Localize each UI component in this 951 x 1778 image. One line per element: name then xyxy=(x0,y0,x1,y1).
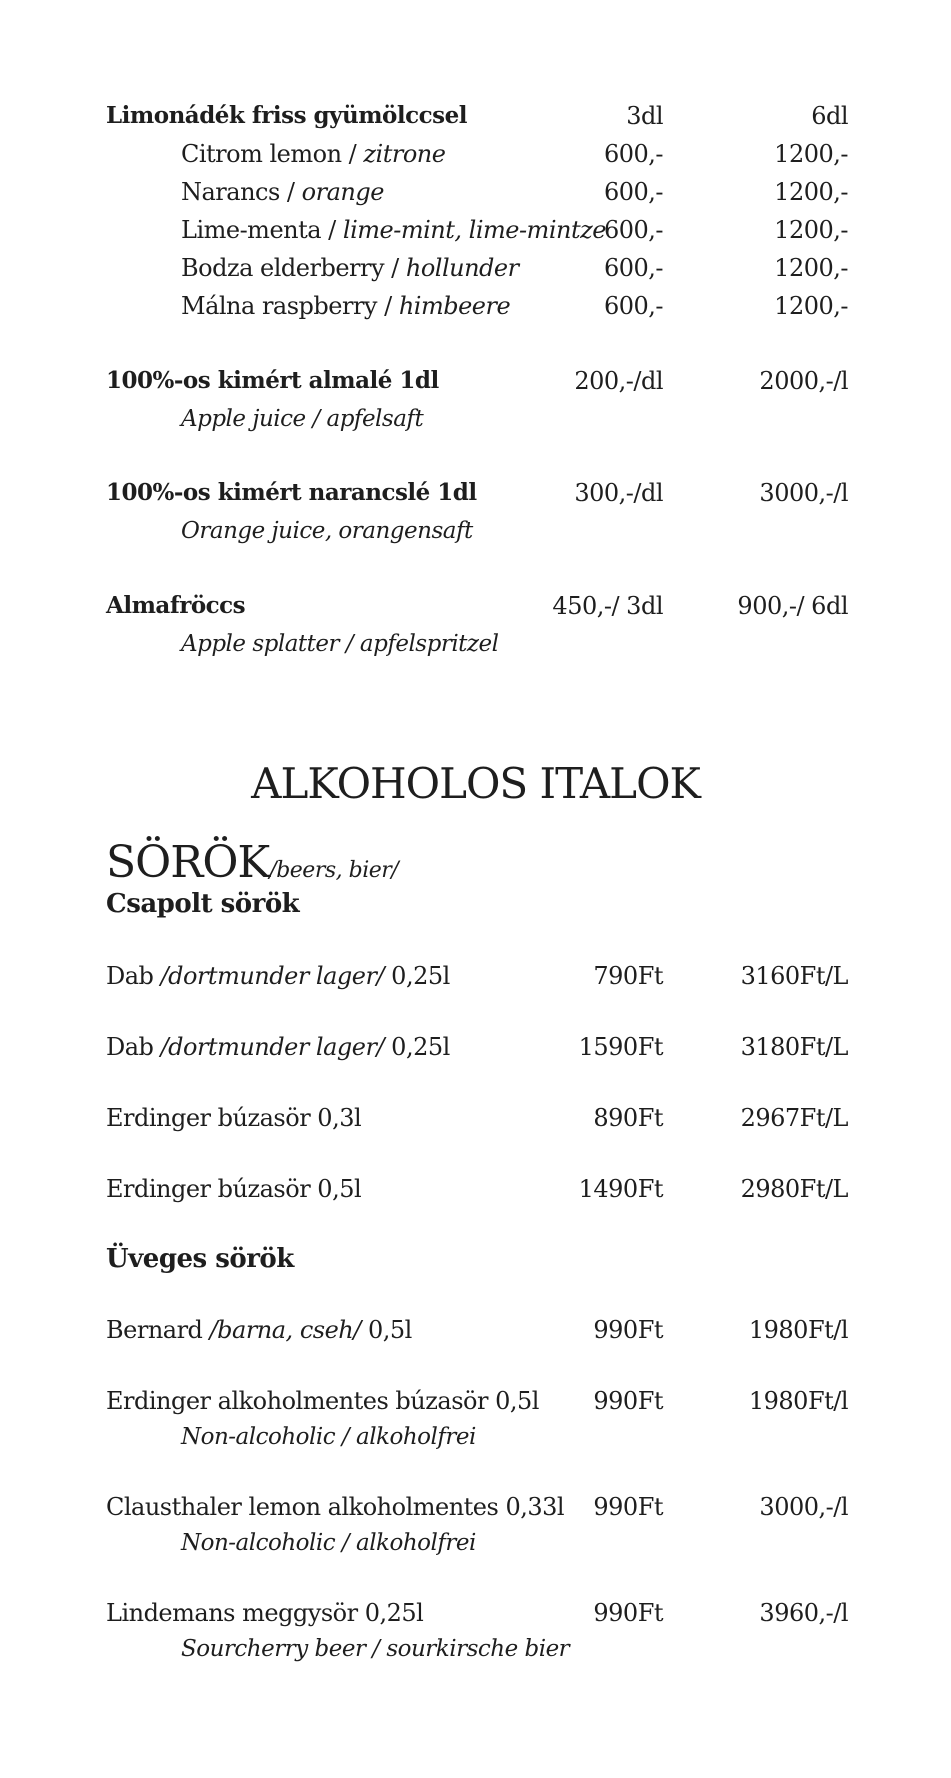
beer-price: 1590Ft xyxy=(578,1033,663,1061)
alcoholic-drinks-heading: ALKOHOLOS ITALOK xyxy=(251,759,700,808)
beer-name: Dab xyxy=(106,962,154,990)
lemonade-item xyxy=(0,287,951,325)
orange-juice-sub-row xyxy=(0,512,951,550)
apple-spritzer-price-6dl: 900,-/ 6dl xyxy=(737,592,848,620)
apple-juice-row xyxy=(0,362,951,400)
beer-sub-row xyxy=(0,1524,951,1562)
lemonade-price-6dl: 1200,- xyxy=(774,292,848,320)
lemonade-alt-name: himbeere xyxy=(398,292,511,320)
draft-beers-heading: Csapolt sörök xyxy=(106,889,300,919)
beer-name: Lindemans meggysör 0,25l xyxy=(106,1599,424,1627)
apple-juice-title: 100%-os kimért almalé 1dl xyxy=(106,367,439,394)
beer-item xyxy=(0,1170,951,1208)
orange-juice-subtitle: Orange juice, orangensaft xyxy=(181,518,473,544)
lemonade-alt-name: zitrone xyxy=(363,140,446,168)
apple-spritzer-title: Almafröccs xyxy=(106,592,246,619)
lemonades-col1-header: 3dl xyxy=(626,102,663,130)
beer-name: Bernard xyxy=(106,1316,203,1344)
beer-name: Dab xyxy=(106,1033,154,1061)
beer-style: /dortmunder lager/ xyxy=(160,1033,385,1061)
beer-item xyxy=(0,1099,951,1137)
lemonade-item xyxy=(0,249,951,287)
lemonade-item xyxy=(0,211,951,249)
lemonade-name: Bodza elderberry / xyxy=(181,254,399,282)
beer-name: Erdinger alkoholmentes búzasör 0,5l xyxy=(106,1387,539,1415)
beer-size: 0,25l xyxy=(391,1033,450,1061)
bottled-beers-heading: Üveges sörök xyxy=(106,1244,294,1274)
lemonades-header-row xyxy=(0,97,951,135)
lemonade-alt-name: lime-mint, lime-mintze xyxy=(342,216,606,244)
beer-item xyxy=(0,957,951,995)
lemonade-name: Lime-menta / xyxy=(181,216,336,244)
beer-item xyxy=(0,1382,951,1420)
apple-juice-subtitle: Apple juice / apfelsaft xyxy=(181,406,424,432)
apple-juice-sub-row xyxy=(0,400,951,438)
beer-subtitle: Non-alcoholic / alkoholfrei xyxy=(181,1530,476,1556)
lemonade-alt-name: hollunder xyxy=(405,254,519,282)
beers-title-translation: /beers, bier/ xyxy=(269,858,399,883)
beer-style: /dortmunder lager/ xyxy=(160,962,385,990)
lemonade-name: Narancs / xyxy=(181,178,295,206)
lemonade-price-3dl: 600,- xyxy=(603,216,663,244)
beer-item xyxy=(0,1311,951,1349)
beer-price-per-litre: 3160Ft/L xyxy=(740,962,848,990)
beer-price-per-litre: 2967Ft/L xyxy=(740,1104,848,1132)
beer-price: 990Ft xyxy=(593,1387,663,1415)
beer-sub-row xyxy=(0,1630,951,1668)
apple-juice-price-dl: 200,-/dl xyxy=(574,367,663,395)
lemonade-item xyxy=(0,173,951,211)
beer-price: 990Ft xyxy=(593,1316,663,1344)
beer-item xyxy=(0,1488,951,1526)
lemonade-price-6dl: 1200,- xyxy=(774,140,848,168)
beer-price: 990Ft xyxy=(593,1599,663,1627)
apple-spritzer-row xyxy=(0,587,951,625)
beer-item xyxy=(0,1028,951,1066)
lemonades-col2-header: 6dl xyxy=(811,102,848,130)
beer-size: 0,25l xyxy=(391,962,450,990)
orange-juice-price-l: 3000,-/l xyxy=(759,479,848,507)
beer-name: Erdinger búzasör 0,3l xyxy=(106,1104,362,1132)
beer-price-per-litre: 3000,-/l xyxy=(759,1493,848,1521)
beer-price: 890Ft xyxy=(593,1104,663,1132)
beer-style: /barna, cseh/ xyxy=(209,1316,361,1344)
beer-sub-row xyxy=(0,1418,951,1456)
apple-spritzer-price-3dl: 450,-/ 3dl xyxy=(552,592,663,620)
beers-title: SÖRÖK xyxy=(106,837,270,888)
lemonade-price-3dl: 600,- xyxy=(603,254,663,282)
beer-name: Erdinger búzasör 0,5l xyxy=(106,1175,362,1203)
lemonade-price-3dl: 600,- xyxy=(603,178,663,206)
beer-size: 0,5l xyxy=(367,1316,412,1344)
apple-spritzer-subtitle: Apple splatter / apfelspritzel xyxy=(181,631,499,657)
lemonade-alt-name: orange xyxy=(301,178,384,206)
lemonade-price-6dl: 1200,- xyxy=(774,178,848,206)
apple-spritzer-sub-row xyxy=(0,625,951,663)
lemonade-item xyxy=(0,135,951,173)
lemonades-title: Limonádék friss gyümölccsel xyxy=(106,102,467,129)
orange-juice-title: 100%-os kimért narancslé 1dl xyxy=(106,479,477,506)
beer-subtitle: Sourcherry beer / sourkirsche bier xyxy=(181,1636,570,1662)
lemonade-price-6dl: 1200,- xyxy=(774,216,848,244)
lemonade-name: Citrom lemon / xyxy=(181,140,357,168)
apple-juice-price-l: 2000,-/l xyxy=(759,367,848,395)
orange-juice-price-dl: 300,-/dl xyxy=(574,479,663,507)
lemonade-price-3dl: 600,- xyxy=(603,140,663,168)
lemonade-name: Málna raspberry / xyxy=(181,292,392,320)
lemonade-price-3dl: 600,- xyxy=(603,292,663,320)
beer-price-per-litre: 3960,-/l xyxy=(759,1599,848,1627)
lemonade-price-6dl: 1200,- xyxy=(774,254,848,282)
beer-price-per-litre: 1980Ft/l xyxy=(748,1387,848,1415)
beer-price-per-litre: 2980Ft/L xyxy=(740,1175,848,1203)
beer-subtitle: Non-alcoholic / alkoholfrei xyxy=(181,1424,476,1450)
beer-name: Clausthaler lemon alkoholmentes 0,33l xyxy=(106,1493,565,1521)
orange-juice-row xyxy=(0,474,951,512)
beer-price-per-litre: 3180Ft/L xyxy=(740,1033,848,1061)
beer-price: 790Ft xyxy=(593,962,663,990)
beer-price: 990Ft xyxy=(593,1493,663,1521)
beer-price: 1490Ft xyxy=(578,1175,663,1203)
beer-price-per-litre: 1980Ft/l xyxy=(748,1316,848,1344)
beer-item xyxy=(0,1594,951,1632)
